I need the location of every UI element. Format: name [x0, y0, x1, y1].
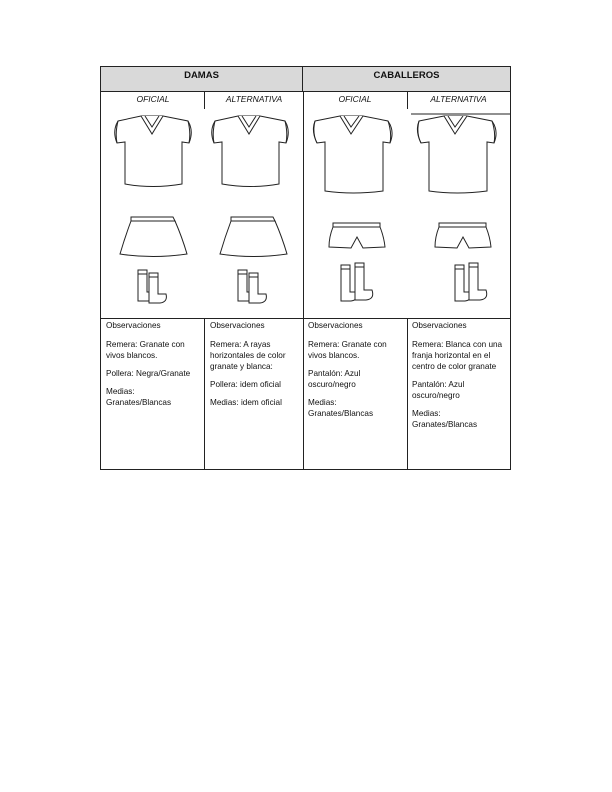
observation-remera: Remera: A rayas horizontales de color granate y blanca: — [210, 340, 286, 371]
observations-caballeros-oficial — [303, 320, 407, 468]
observations-title: Observaciones — [412, 321, 467, 330]
shorts-illustration — [435, 223, 491, 248]
observations-caballeros-alternativa — [407, 320, 510, 468]
skirt-illustration — [120, 217, 187, 257]
observation-bottom: Pantalón: Azul oscuro/negro — [412, 380, 465, 400]
observation-remera: Remera: Blanca con una franja horizontal en el centro de color granate — [412, 340, 503, 371]
observations-title: Observaciones — [210, 321, 265, 330]
socks-illustration — [238, 270, 266, 303]
subheader-caballeros-alternativa: ALTERNATIVA — [430, 94, 487, 104]
group-header-caballeros: CABALLEROS — [373, 70, 440, 81]
uniform-drawing-damas-oficial — [101, 109, 205, 317]
column-divider — [407, 91, 408, 109]
observation-medias: Medias: Granates/Blancas — [308, 398, 374, 418]
shirt-illustration — [212, 116, 289, 187]
uniform-drawing-caballeros-alternativa — [407, 109, 510, 317]
observation-bottom: Pollera: idem oficial — [210, 380, 281, 389]
shorts-illustration — [329, 223, 385, 248]
observations-title: Observaciones — [308, 321, 363, 330]
observation-remera: Remera: Granate con vivos blancos. — [106, 340, 185, 360]
uniform-drawing-caballeros-oficial — [303, 109, 407, 317]
observation-remera: Remera: Granate con vivos blancos. — [308, 340, 387, 360]
uniform-table — [100, 66, 511, 470]
observation-bottom: Pollera: Negra/Granate — [106, 369, 191, 378]
subheader-caballeros-oficial: OFICIAL — [338, 94, 372, 104]
uniform-drawing-damas-alternativa — [205, 109, 303, 317]
subheader-damas-oficial: OFICIAL — [136, 94, 170, 104]
shirt-illustration — [417, 116, 496, 193]
subheader-damas-alternativa: ALTERNATIVA — [225, 94, 283, 104]
observation-medias: Medias: Granates/Blancas — [106, 387, 172, 407]
observation-medias: Medias: idem oficial — [210, 398, 282, 407]
row-divider — [101, 318, 510, 319]
socks-illustration — [341, 263, 373, 301]
observation-bottom: Pantalón: Azul oscuro/negro — [308, 369, 361, 389]
observations-title: Observaciones — [106, 321, 161, 330]
group-header-row — [101, 67, 510, 92]
group-header-damas: DAMAS — [101, 67, 303, 91]
observation-medias: Medias: Granates/Blancas — [412, 409, 478, 429]
column-divider — [204, 91, 205, 109]
observations-damas-oficial — [101, 320, 205, 468]
socks-illustration — [455, 263, 487, 301]
shirt-illustration — [115, 116, 192, 187]
skirt-illustration — [220, 217, 287, 257]
shirt-illustration — [313, 116, 392, 193]
subheader-row — [101, 91, 510, 109]
socks-illustration — [138, 270, 166, 303]
observations-damas-alternativa — [205, 320, 303, 468]
